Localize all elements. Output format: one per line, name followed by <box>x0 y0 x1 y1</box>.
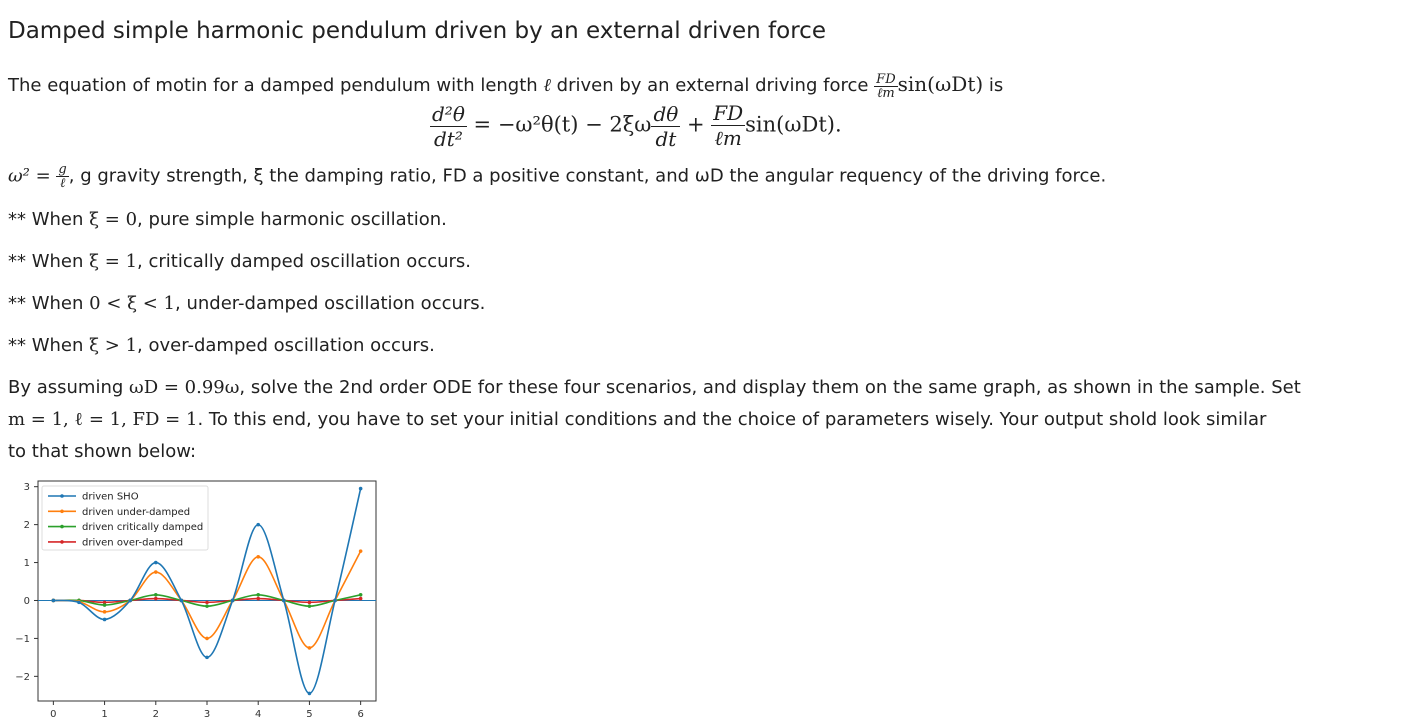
eq-deriv-den: dt <box>655 126 677 151</box>
eq-deriv-num: dθ <box>653 101 679 126</box>
series-point <box>154 561 158 565</box>
assume-math: m = 1, ℓ = 1, FD = 1 <box>8 409 198 430</box>
series-point <box>256 555 260 559</box>
series-point <box>256 593 260 597</box>
eq-mid: = −ω²θ(t) − 2ξω <box>466 112 652 137</box>
series-point <box>205 601 209 605</box>
intro-sin: sin(ωDt) <box>897 72 984 96</box>
series-point <box>333 599 337 603</box>
series-point <box>256 523 260 527</box>
legend-label: driven under-damped <box>82 506 191 518</box>
series-point <box>154 570 158 574</box>
series-point <box>180 599 184 603</box>
y-tick-label: 1 <box>23 558 30 570</box>
defs-text: , g gravity strength, ξ the damping ratio, FD a positive constant, and ωD the angular requency of the driving force. <box>68 165 1107 187</box>
page-title: Damped simple harmonic pendulum driven by an external driven force <box>8 18 826 44</box>
series-point <box>308 601 312 605</box>
x-tick-label: 0 <box>50 709 57 720</box>
eq-force-num: FD <box>713 101 744 125</box>
series-point <box>205 604 209 608</box>
bullet-math: ξ = 1 <box>89 251 138 272</box>
series-point <box>231 599 235 603</box>
intro-ell: ℓ <box>543 75 551 96</box>
series-point <box>359 593 363 597</box>
x-tick-label: 1 <box>101 709 108 720</box>
bullet-text: , pure simple harmonic oscillation. <box>137 209 447 230</box>
series-point <box>103 603 107 607</box>
bullet-critical <box>8 250 471 274</box>
eq-lhs-fraction <box>430 102 467 151</box>
series-point <box>205 637 209 641</box>
eq-plus: + <box>680 112 712 137</box>
assume-line-1 <box>8 376 1301 400</box>
legend-marker <box>60 540 64 544</box>
intro-text-a: The equation of motin for a damped pendulum with length <box>8 75 544 96</box>
assume-line-2 <box>8 408 1266 432</box>
legend-label: driven SHO <box>82 491 139 503</box>
bullet-math: ξ > 1 <box>89 335 138 356</box>
bullet-prefix: ** When <box>8 251 90 272</box>
eq-lhs-num: d²θ <box>432 101 465 126</box>
assume-line-3 <box>8 440 196 464</box>
series-point <box>308 692 312 696</box>
x-tick-label: 2 <box>152 709 159 720</box>
x-tick-label: 5 <box>306 709 313 720</box>
assume-text: By assuming <box>8 377 130 398</box>
legend-label: driven over-damped <box>82 537 184 549</box>
intro-text-b: driven by an external driving force <box>550 75 875 96</box>
series-point <box>308 604 312 608</box>
bullet-shm <box>8 208 447 232</box>
assume-text: , solve the 2nd order ODE for these four scenarios, and display them on the same graph, as shown in the sample. Set <box>239 377 1301 398</box>
bullet-prefix: ** When <box>8 209 90 230</box>
y-tick-label: 2 <box>23 520 30 532</box>
legend-marker <box>60 494 64 498</box>
y-tick-label: 3 <box>23 482 30 494</box>
series-point <box>359 597 363 601</box>
series-point <box>154 593 158 597</box>
series-point <box>128 599 132 603</box>
y-tick-label: −1 <box>15 633 30 645</box>
series-point <box>52 599 56 603</box>
y-tick-label: 0 <box>23 595 30 607</box>
series-point <box>359 487 363 491</box>
defs-g-den: ℓ <box>59 176 66 191</box>
intro-force-fraction <box>874 73 897 100</box>
bullet-prefix: ** When <box>8 293 90 314</box>
y-tick-label: −2 <box>15 671 30 683</box>
series-point <box>154 597 158 601</box>
series-point <box>256 597 260 601</box>
equation-of-motion <box>430 101 842 151</box>
intro-paragraph <box>8 72 1003 100</box>
assume-math: ωD = 0.99ω <box>129 377 240 398</box>
defs-g-num: g <box>58 162 67 177</box>
x-tick-label: 3 <box>203 709 211 720</box>
series-point <box>359 549 363 553</box>
eq-deriv-fraction <box>651 102 680 151</box>
eq-tail: sin(ωDt). <box>745 112 842 137</box>
definitions-paragraph <box>8 163 1106 190</box>
assume-text: to that shown below: <box>8 441 197 462</box>
series-point <box>205 656 209 660</box>
legend-marker <box>60 510 64 514</box>
bullet-text: , critically damped oscillation occurs. <box>137 251 472 272</box>
intro-frac-num: FD <box>876 71 896 87</box>
eq-lhs-den: dt² <box>434 126 463 151</box>
bullet-text: , under-damped oscillation occurs. <box>175 293 486 314</box>
defs-g-fraction <box>56 163 68 190</box>
bullet-prefix: ** When <box>8 335 90 356</box>
series-point <box>103 610 107 614</box>
intro-text-c: is <box>983 75 1004 96</box>
bullet-over <box>8 334 435 358</box>
eq-force-fraction <box>711 101 745 151</box>
series-point <box>103 618 107 622</box>
bullet-under <box>8 292 485 316</box>
legend-marker <box>60 525 64 529</box>
bullet-text: , over-damped oscillation occurs. <box>137 335 435 356</box>
sample-output-chart <box>8 480 388 726</box>
legend-label: driven critically damped <box>82 522 204 534</box>
x-tick-label: 6 <box>357 709 364 720</box>
bullet-math: 0 < ξ < 1 <box>89 293 176 314</box>
series-point <box>77 601 81 605</box>
bullet-math: ξ = 0 <box>89 209 138 230</box>
assume-text: . To this end, you have to set your initial conditions and the choice of parameters wisely. Your output shold look similar <box>197 409 1267 430</box>
x-tick-label: 4 <box>255 709 262 720</box>
intro-frac-den: ℓm <box>877 85 895 101</box>
defs-omega-squared: ω² = <box>8 165 57 187</box>
series-point <box>308 646 312 650</box>
series-point <box>282 599 286 603</box>
eq-force-den: ℓm <box>714 126 742 150</box>
